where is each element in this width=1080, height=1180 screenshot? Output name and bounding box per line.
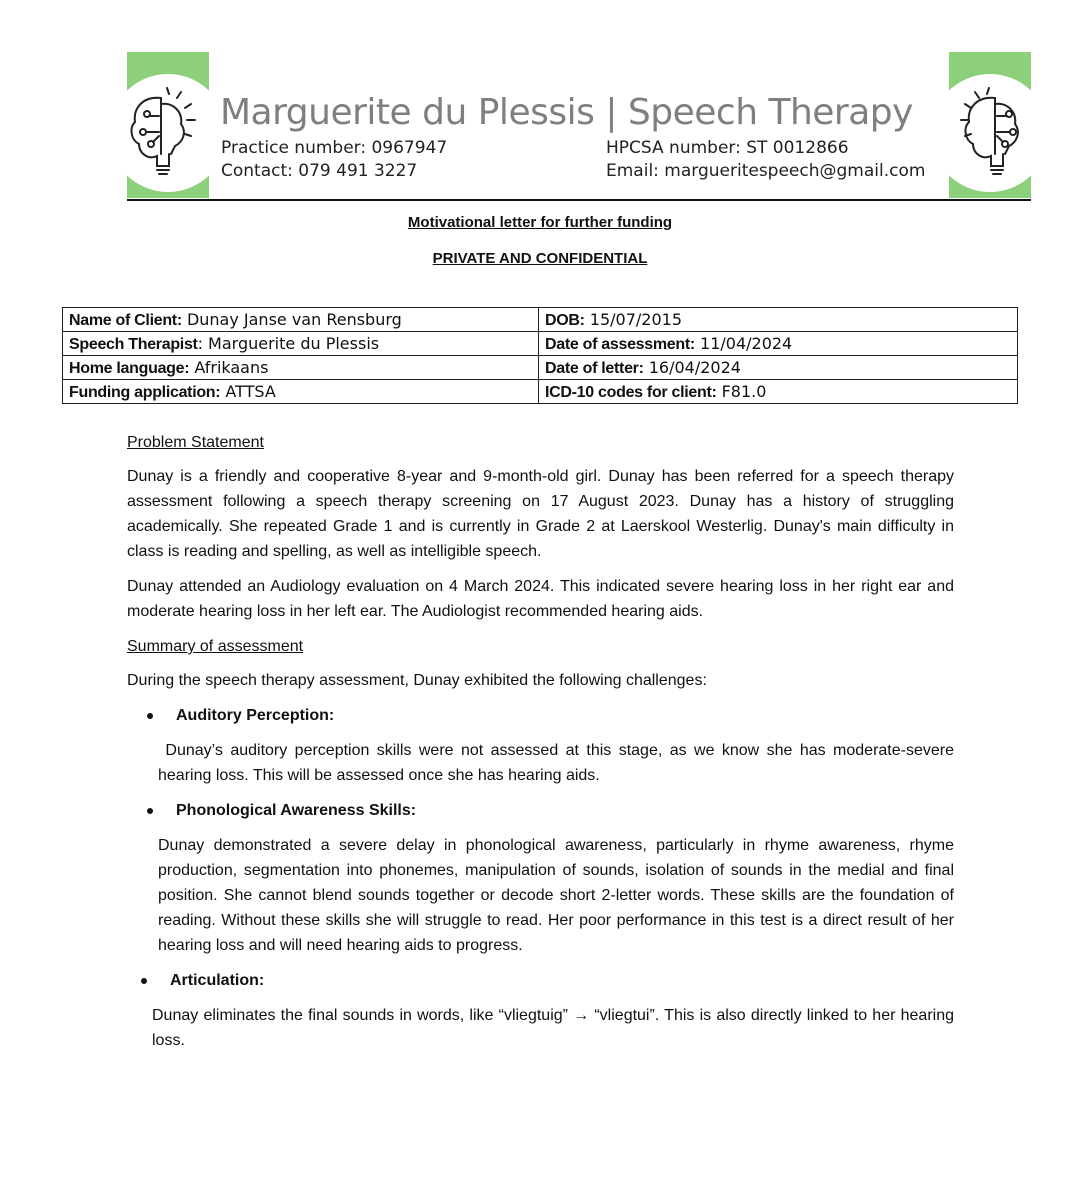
brain-lightbulb-icon bbox=[955, 84, 1037, 184]
hpcsa-number: HPCSA number: ST 0012866 bbox=[606, 138, 849, 158]
bullet-text: Dunay eliminates the final sounds in words, like “vliegtuig” → “vliegtui”. This is also directly linked to her hearing loss. bbox=[152, 1007, 954, 1049]
table-row bbox=[63, 380, 1018, 404]
practice-number: Practice number: 0967947 bbox=[221, 138, 448, 158]
bullet-icon bbox=[147, 713, 153, 719]
table-row bbox=[63, 356, 1018, 380]
table-row bbox=[63, 308, 1018, 332]
list-item bbox=[127, 798, 954, 823]
brand-separator: | bbox=[605, 92, 617, 133]
brain-lightbulb-icon bbox=[121, 84, 203, 184]
problem-paragraph-1: Dunay is a friendly and cooperative 8-year and 9-month-old girl. Dunay has been referred for a speech therapy assessment following a speech therapy screening on 17 August 2023. Dunay has a history of struggling academically. She repeated Grade 1 and is currently in Grade 2 at Laerskool Westerlig. Dunay's main difficulty in class is reading and spelling, as well as intelligible speech. bbox=[127, 468, 954, 560]
bullet-icon bbox=[147, 808, 153, 814]
contact-number: Contact: 079 491 3227 bbox=[221, 161, 418, 181]
letter-title: Motivational letter for further funding bbox=[407, 214, 673, 231]
bullet-title: Phonological Awareness Skills: bbox=[176, 802, 417, 819]
table-cell: Funding application: ATTSA bbox=[63, 380, 539, 404]
client-info-table bbox=[62, 307, 1018, 404]
table-cell: Speech Therapist: Marguerite du Plessis bbox=[63, 332, 539, 356]
header-divider bbox=[127, 199, 1031, 201]
summary-heading: Summary of assessment bbox=[127, 638, 304, 655]
brand-name: Marguerite du Plessis bbox=[220, 92, 595, 133]
confidential-notice: PRIVATE AND CONFIDENTIAL bbox=[432, 250, 648, 267]
brand-title bbox=[220, 92, 913, 133]
table-cell: Date of letter: 16/04/2024 bbox=[539, 356, 1018, 380]
bullet-title: Auditory Perception: bbox=[176, 707, 335, 724]
email-address[interactable]: Email: margueritespeech@gmail.com bbox=[606, 161, 926, 181]
letter-body bbox=[127, 430, 954, 1063]
list-item bbox=[127, 703, 954, 728]
table-cell: Date of assessment: 11/04/2024 bbox=[539, 332, 1018, 356]
logo-right bbox=[881, 64, 1031, 198]
bullet-text: Dunay demonstrated a severe delay in phonological awareness, particularly in rhyme awareness, rhyme production, segmentation into phonemes, manipulation of sounds, isolation of sounds in the medial and final position. She cannot blend sounds together or decode short 2-letter words. These skills are the foundation of reading. Without these skills she will struggle to read. Her poor performance in this test is a direct result of her hearing loss and will need hearing aids to progress. bbox=[158, 837, 954, 954]
bullet-title: Articulation: bbox=[170, 972, 265, 989]
letterhead bbox=[127, 52, 1031, 198]
table-cell: DOB: 15/07/2015 bbox=[539, 308, 1018, 332]
table-row bbox=[63, 332, 1018, 356]
bullet-text: Dunay’s auditory perception skills were not assessed at this stage, as we know she has moderate-severe hearing loss. This will be assessed once she has hearing aids. bbox=[158, 742, 954, 784]
problem-statement-heading: Problem Statement bbox=[127, 434, 264, 451]
summary-intro: During the speech therapy assessment, Dunay exhibited the following challenges: bbox=[127, 672, 707, 689]
table-cell: Home language: Afrikaans bbox=[63, 356, 539, 380]
bullet-icon bbox=[141, 978, 147, 984]
list-item bbox=[127, 968, 954, 993]
brand-service: Speech Therapy bbox=[627, 92, 913, 133]
table-cell: Name of Client: Dunay Janse van Rensburg bbox=[63, 308, 539, 332]
table-cell: ICD-10 codes for client: F81.0 bbox=[539, 380, 1018, 404]
problem-paragraph-2: Dunay attended an Audiology evaluation on 4 March 2024. This indicated severe hearing loss in her right ear and moderate hearing loss in her left ear. The Audiologist recommended hearing aids. bbox=[127, 578, 954, 620]
